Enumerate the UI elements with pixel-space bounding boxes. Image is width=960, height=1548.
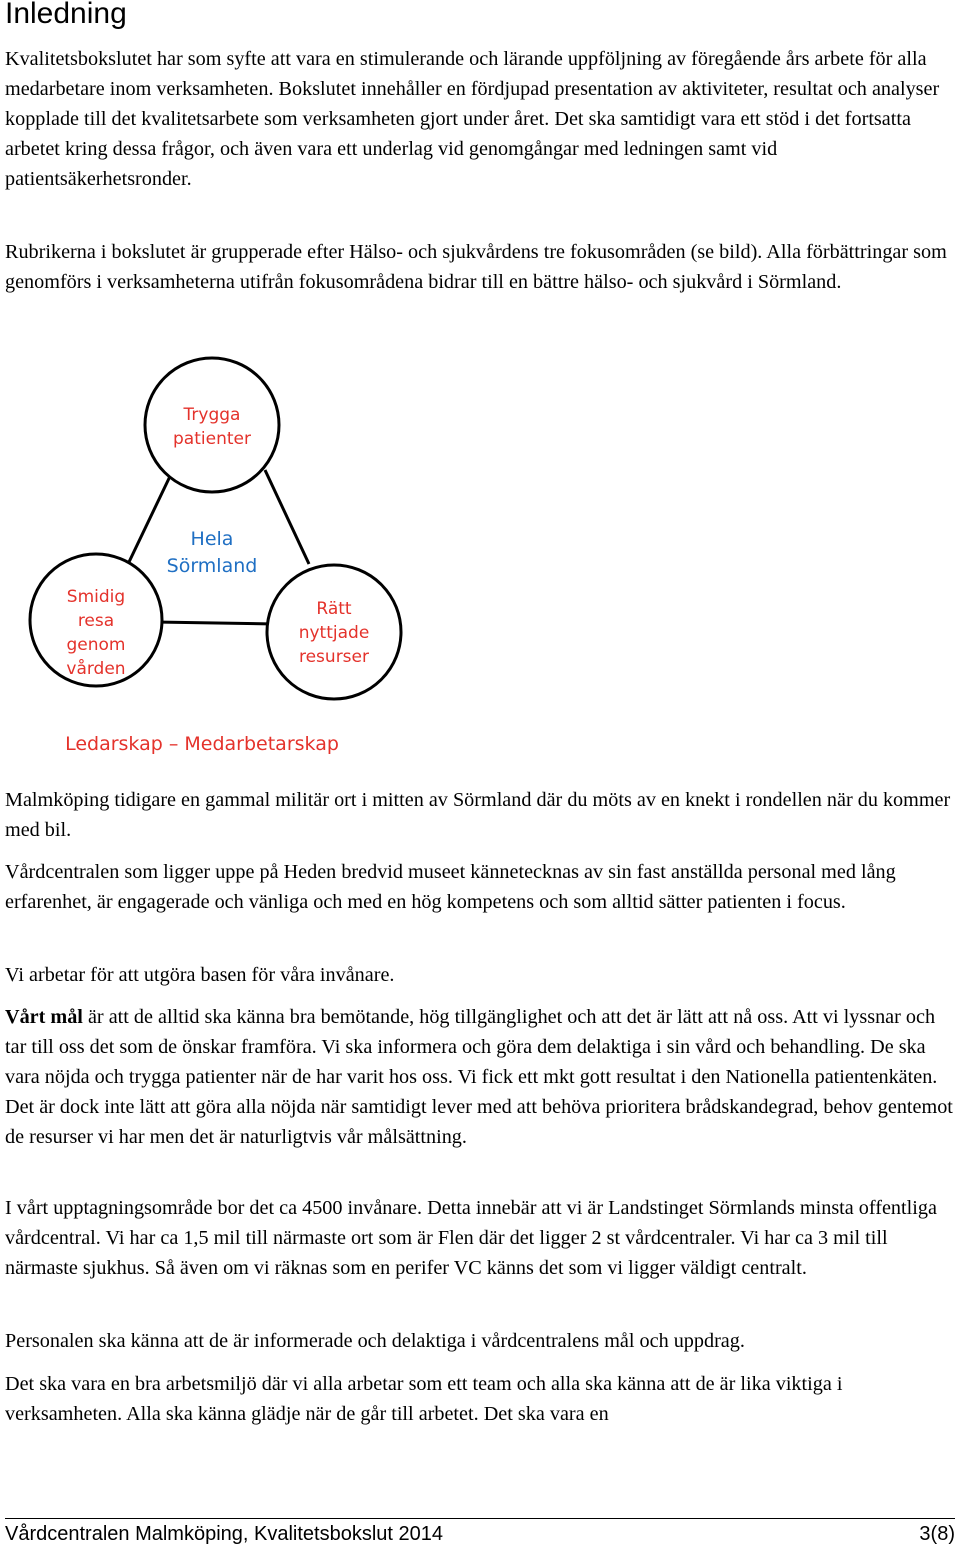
paragraph-intro [5,44,955,194]
paragraph-text: Kvalitetsbokslutet har som syfte att vara en stimulerande och lärande uppföljning av föregående års arbete för alla medarbetare inom verksamheten. Bokslutet innehåller en fördjupad presentation av aktiviteter, resultat och analyser kopplade till det kvalitetsarbete som verksamheten gjort under året. Det ska samtidigt vara ett stöd i det fortsatta arbetet kring dessa frågor, och även vara ett underlag vid genomgångar med ledningen samt vid patientsäkerhetsronder. [5,48,940,190]
connector-line [155,622,275,624]
focus-areas-diagram [25,352,415,772]
paragraph-vart-mal [5,1002,955,1152]
diagram-caption: Ledarskap – Medarbetarskap [65,733,339,755]
paragraph-focus-areas [5,237,955,297]
paragraph-vardcentralen [5,857,955,917]
paragraph-text: Vårdcentralen som ligger uppe på Heden bredvid museet kännetecknas av sin fast anställda personal med lång erfarenhet, är engagerade och vänliga och med en hög kompetens och som alltid sätter patienten i focus. [5,861,896,913]
bold-lead: Vårt mål [5,1006,83,1028]
paragraph-malmkoping [5,785,955,845]
circle-left-line-1: Smidig [66,587,126,607]
circle-left-line-2: resa [77,611,115,631]
circle-top-line-2: patienter [173,429,251,449]
paragraph-text: Det ska vara en bra arbetsmiljö där vi alla arbetar som ett team och alla ska känna att de är lika viktiga i verksamheten. Alla ska känna glädje när de går till arbetet. Det ska vara en [5,1373,843,1425]
circle-left-line-3: genom [66,635,126,655]
paragraph-personalen [5,1326,955,1356]
circle-top-line-1: Trygga [183,405,241,425]
connector-line [129,470,173,562]
paragraph-text: Malmköping tidigare en gammal militär ort i mitten av Sörmland där du möts av en knekt i rondellen när du kommer med bil. [5,789,951,841]
circle-right-line-3: resurser [298,647,370,667]
connector-line [265,470,309,564]
circle-left-line-4: vården [66,659,126,679]
footer-title: Vårdcentralen Malmköping, Kvalitetsbokslut 2014 [5,1523,444,1545]
paragraph-upptagningsomrade [5,1193,955,1283]
page-heading: Inledning [5,0,127,30]
paragraph-rest: är att de alltid ska känna bra bemötande, hög tillgänglighet och att det är lätt att nå oss. Att vi lyssnar och tar till oss det som de önskar framföra. Vi ska informera och göra dem delaktiga i sin vård och behandling. De ska vara nöjda och trygga patienter när de har varit hos oss. Vi fick ett mkt gott resultat i den Nationella patientenkäten. Det är dock inte lätt att göra alla nöjda när samtidigt lever med att behöva prioritera brådskandegrad, behov gentemot de resurser vi har men det är naturligtvis vår målsättning. [5,1006,953,1148]
center-line-2: Sörmland [166,555,258,577]
circle-top [145,358,279,492]
center-line-1: Hela [190,528,234,550]
page-number: 3(8) [919,1523,955,1545]
paragraph-text: Vi arbetar för att utgöra basen för våra invånare. [5,964,395,986]
paragraph-text: Personalen ska känna att de är informerade och delaktiga i vårdcentralens mål och uppdrag. [5,1330,745,1352]
circle-right-line-1: Rätt [316,599,352,619]
footer-divider [5,1518,955,1519]
circle-right-line-2: nyttjade [298,623,370,643]
paragraph-text [5,1002,955,1152]
paragraph-text: Rubrikerna i bokslutet är grupperade efter Hälso- och sjukvårdens tre fokusområden (se bild). Alla förbättringar som genomförs i verksamheterna utifrån fokusområdena bidrar till en bättre hälso- och sjukvård i Sörmland. [5,241,947,293]
paragraph-arbetsmiljo [5,1369,955,1429]
paragraph-text: I vårt upptagningsområde bor det ca 4500 invånare. Detta innebär att vi är Landstinget Sörmlands minsta offentliga vårdcentral. Vi har ca 1,5 mil till närmaste ort som är Flen där det ligger 2 st vårdcentraler. Vi har ca 3 mil till närmaste sjukhus. Så även om vi räknas som en perifer VC känns det som vi ligger väldigt centralt. [5,1197,937,1279]
paragraph-basen [5,960,955,990]
